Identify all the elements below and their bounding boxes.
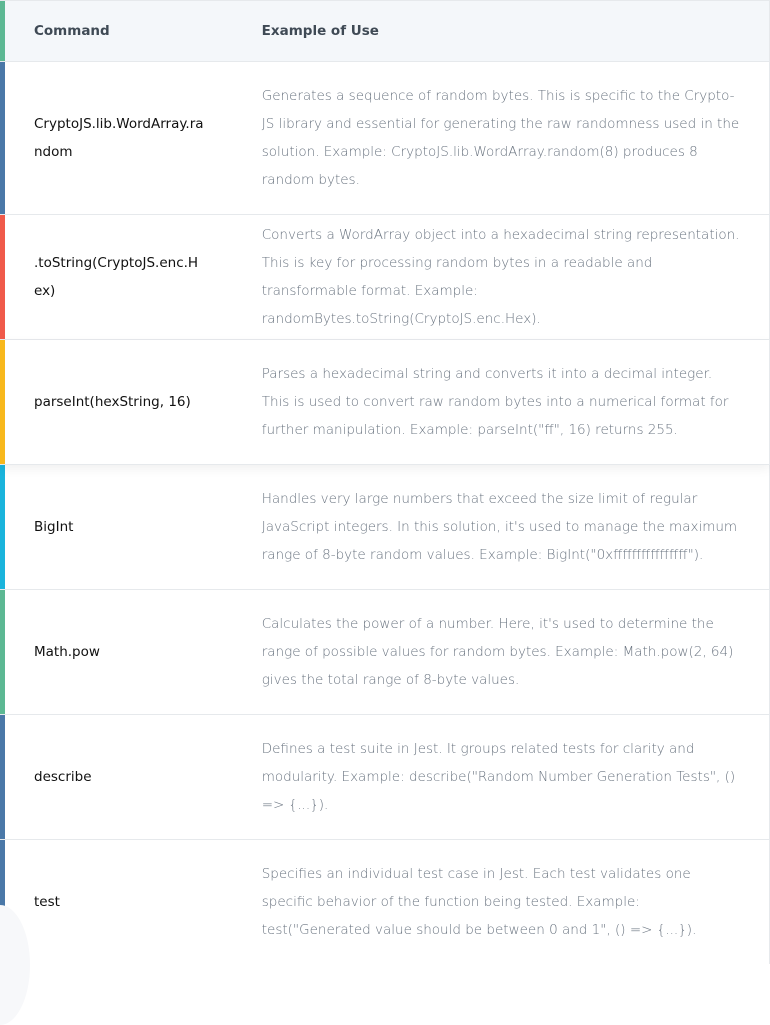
description-cell: Calculates the power of a number. Here, it's used to determine the range of possible values for random bytes. Example: Math.pow(2, 64) gives the total range of 8-byte values. bbox=[261, 616, 734, 688]
table-row bbox=[0, 340, 770, 465]
table-row bbox=[0, 215, 770, 340]
table-row bbox=[0, 715, 770, 840]
row-accent bbox=[0, 590, 5, 714]
table-row bbox=[0, 590, 770, 715]
next-row-partial bbox=[0, 964, 770, 984]
table-row bbox=[0, 840, 770, 965]
command-cell: CryptoJS.lib.WordArray.random bbox=[34, 116, 204, 160]
table-row bbox=[0, 465, 770, 590]
description-cell: Parses a hexadecimal string and converts it into a decimal integer. This is used to convert raw random bytes into a numerical format for further manipulation. Example: parseInt("ff", 16) returns 255. bbox=[261, 366, 729, 438]
description-cell: Converts a WordArray object into a hexadecimal string representation. This is key for processing random bytes in a readable and transformable format. Example: randomBytes.toString(CryptoJS.enc.Hex). bbox=[261, 227, 740, 327]
description-cell: Generates a sequence of random bytes. This is specific to the Crypto-JS library and essential for generating the raw randomness used in the solution. Example: CryptoJS.lib.WordArray.random(8) produces 8 random bytes. bbox=[261, 88, 740, 188]
row-accent bbox=[0, 715, 5, 839]
command-cell: BigInt bbox=[34, 519, 74, 535]
row-accent bbox=[0, 340, 5, 464]
table-header bbox=[0, 0, 770, 62]
row-accent bbox=[0, 1, 5, 61]
command-cell: Math.pow bbox=[34, 644, 100, 660]
row-accent bbox=[0, 465, 5, 589]
header-command: Command bbox=[34, 23, 110, 39]
row-accent bbox=[0, 215, 5, 339]
description-cell: Handles very large numbers that exceed the size limit of regular JavaScript integers. In this solution, it's used to manage the maximum range of 8-byte random values. Example: BigInt("0xffffffffffffffff"). bbox=[261, 491, 738, 563]
table-row bbox=[0, 62, 770, 215]
command-cell: .toString(CryptoJS.enc.Hex) bbox=[34, 255, 199, 299]
command-cell: parseInt(hexString, 16) bbox=[34, 394, 191, 410]
description-cell: Specifies an individual test case in Jest. Each test validates one specific behavior of the function being tested. Example: test("Generated value should be between 0 and 1", () => {...}). bbox=[261, 866, 697, 938]
description-cell: Defines a test suite in Jest. It groups related tests for clarity and modularity. Example: describe("Random Number Generation Tests", () => {...}). bbox=[261, 741, 736, 813]
command-cell: describe bbox=[34, 769, 92, 785]
header-example: Example of Use bbox=[261, 23, 379, 39]
row-accent bbox=[0, 62, 5, 214]
command-cell: test bbox=[34, 894, 60, 910]
